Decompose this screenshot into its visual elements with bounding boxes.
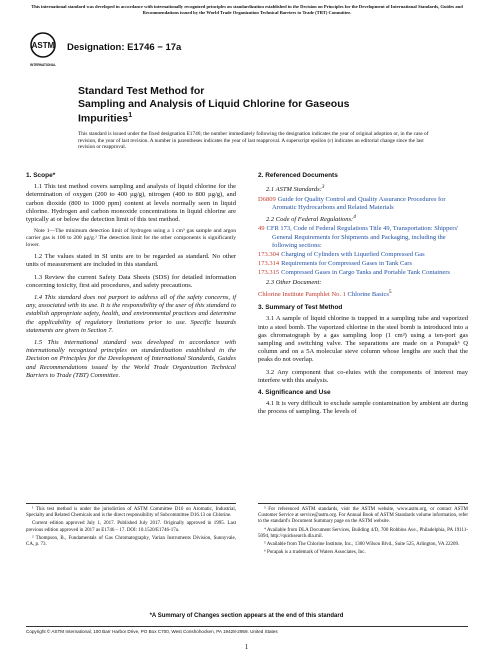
summary-heading: 3. Summary of Test Method	[258, 304, 343, 312]
svg-text:INTERNATIONAL: INTERNATIONAL	[30, 63, 56, 67]
title-line-1: Standard Test Method for	[78, 85, 205, 97]
para-1-5: 1.5 This international standard was developed in accordance with internationally recognized principles on standardization established in the Decision on Principles for the Development of International Standards, Guides and Recommendations issued by the World Trade Organization Technical Barriers to Trade (TBT) Committee.	[26, 339, 236, 379]
right-column	[258, 172, 468, 421]
astm-standards-label: 2.1 ASTM Standards:$^3$	[266, 184, 325, 194]
footnote-1b: Current edition approved July 1, 2017. Published July 2017. Originally approved in 1995. Last previous edition approved in 2017 as E1746 – 17. DOI: 10.1520/E1746-17a.	[26, 521, 236, 533]
left-column	[26, 172, 236, 384]
note-1: Note 1—The minimum detection limit of hydrogen using a 1 cm³ gas sample and argon carrier gas is 100 to 200 µg/g.² The detection limit for the other components is significantly lower.	[26, 228, 236, 249]
title-line-3: Impurities$^1$	[78, 112, 133, 125]
ref-cfr49-code[interactable]: 49	[258, 225, 265, 233]
summary-of-changes-note: *A Summary of Changes section appears at the end of this standard	[149, 613, 344, 619]
pamphlet-link[interactable]: Chlorine Institute Pamphlet No. 1	[258, 290, 346, 298]
ref-cfr49	[258, 225, 468, 250]
pamphlet-title-link[interactable]: Chlorine Basics	[347, 290, 389, 298]
ref-173-304-link[interactable]: Charging of Cylinders with Liquefied Compressed Gas	[281, 250, 425, 258]
standard-notice: This international standard was developed in accordance with internationally recognized principles on standardization established in the Decision on Principles for the Development of International Standards, Guides and Recommendations issued by the World Trade Organization Technical Barriers to Trade (TBT) Committee.	[31, 4, 463, 15]
footnote-2: ² Thompson, B., Fundamentals of Gas Chromatography, Varian Instruments Division, Sunnyvale, CA, p. 73.	[26, 535, 236, 548]
para-1-2: 1.2 The values stated in SI units are to be regarded as standard. No other units of measurement are included in this standard.	[26, 253, 236, 269]
ref-cfr49-link[interactable]: CFR 173, Code of Federal Regulations Title 49, Transportation: Shippers' General Requirements for Shipments and Packaging, including the following sections:	[266, 225, 459, 249]
para-3-2: 3.2 Any component that co-elutes with the components of interest may interfere with this analysis.	[258, 368, 468, 384]
ref-d6809-link[interactable]: Guide for Quality Control and Quality Assurance Procedures for Aromatic Hydrocarbons and Related Materials	[272, 195, 446, 211]
ref-173-304	[258, 251, 468, 259]
other-document-label: 2.3 Other Document:	[266, 278, 322, 286]
scope-heading: 1. Scope*	[26, 172, 56, 179]
para-1-1: 1.1 This test method covers sampling and analysis of liquid chlorine for the determination of oxygen (200 to 400 µg/g), nitrogen (400 to 800 µg/g), and carbon dioxide (800 to 1000 ppm) content at levels normally seen in liquid chlorine. Hydrogen and carbon monoxide concentrations in liquid chlorine are typically at or below the detection limit of this test method.	[26, 183, 236, 224]
ref-173-315-link[interactable]: Compressed Gases in Cargo Tanks and Portable Tank Containers	[281, 269, 450, 277]
copyright: Copyright © ASTM International, 100 Barr Harbor Drive, PO Box C700, West Conshohocken, PA 19428-2959. United States	[26, 626, 468, 634]
issued-statement: This standard is issued under the fixed designation E1746; the number immediately following the designation indicates the year of original adoption or, in the case of revision, the year of last revision. A number in parentheses indicates the year of last reapproval. A superscript epsilon (ε) indicates an editorial change since the last revision or reapproval.	[78, 131, 429, 151]
ref-173-315-code[interactable]: 173.315	[258, 269, 280, 277]
footnote-5: ⁵ Available from The Chlorine Institute, Inc., 1300 Wilson Blvd., Suite 525, Arlington, VA 22209.	[264, 542, 460, 548]
footnote-1: ¹ This test method is under the jurisdiction of ASTM Committee D16 on Aromatic, Industrial, Specialty and Related Chemicals and is the direct responsibility of Subcommittee D16.13 on Chlorine.	[26, 507, 236, 519]
designation: Designation: E1746 − 17a	[67, 42, 182, 53]
footnote-6: ⁶ Porapak is a trademark of Waters Associates, Inc.	[264, 550, 366, 556]
significance-heading: 4. Significance and Use	[258, 388, 331, 396]
ref-173-304-code[interactable]: 173.304	[258, 250, 280, 258]
para-1-3: 1.3 Review the current Safety Data Sheets (SDS) for detailed information concerning toxicity, first aid procedures, and safety precautions.	[26, 273, 236, 289]
ref-173-314	[258, 260, 468, 268]
left-footnotes	[26, 503, 236, 550]
right-footnotes	[258, 503, 468, 558]
cfr-label: 2.2 Code of Federal Regulations:$^4$	[266, 213, 356, 224]
title-line-2: Sampling and Analysis of Liquid Chlorine for Gaseous	[78, 97, 350, 110]
footnote-4: ⁴ Available from DLA Document Services, Building 4/D, 700 Robbins Ave., Philadelphia, PA 19111-5094, http://quicksearch.dla.mil.	[258, 527, 468, 539]
para-3-1: 3.1 A sample of liquid chlorine is trapped in a sampling tube and vaporized into a steel bomb. The vaporized chlorine in the steel bomb is introduced into a gas chromatograph by a gas sampling loop (1 cm³) using a ten-port gas sampling and switching valve. The separations are made on a Porapak⁶ Q column and on a 5A molecular sieve column whose lengths are such that the peaks do not overlap.	[258, 315, 468, 364]
astm-logo	[29, 30, 57, 72]
ref-173-314-code[interactable]: 173.314	[258, 260, 280, 268]
para-4-1: 4.1 It is very difficult to exclude sample contamination by ambient air during the process of sampling. The levels of	[258, 400, 468, 416]
para-1-4: 1.4 This standard does not purport to address all of the safety concerns, if any, associated with its use. It is the responsibility of the user of this standard to establish appropriate safety, health, and environmental practices and determine the applicability of regulatory limitations prior to use. Specific hazards statements are given in Section 7.	[26, 294, 236, 334]
referenced-documents-heading: 2. Referenced Documents	[258, 172, 338, 179]
ref-pamphlet: Chlorine Institute Pamphlet No. 1 Chlorine Basics$^5$	[258, 288, 392, 298]
document-title	[78, 85, 408, 125]
footnote-3: ³ For referenced ASTM standards, visit the ASTM website, www.astm.org, or contact ASTM Customer Service at service@astm.org. For Annual Book of ASTM Standards volume information, refer to the standard's Document Summary page on the ASTM website.	[258, 507, 468, 525]
page-number: 1	[244, 643, 249, 651]
ref-173-314-link[interactable]: Requirements for Compressed Gases in Tank Cars	[281, 260, 412, 268]
ref-173-315	[258, 269, 468, 277]
ref-d6809	[258, 196, 468, 212]
svg-text:ASTM: ASTM	[31, 41, 55, 50]
ref-d6809-code[interactable]: D6809	[258, 195, 276, 203]
